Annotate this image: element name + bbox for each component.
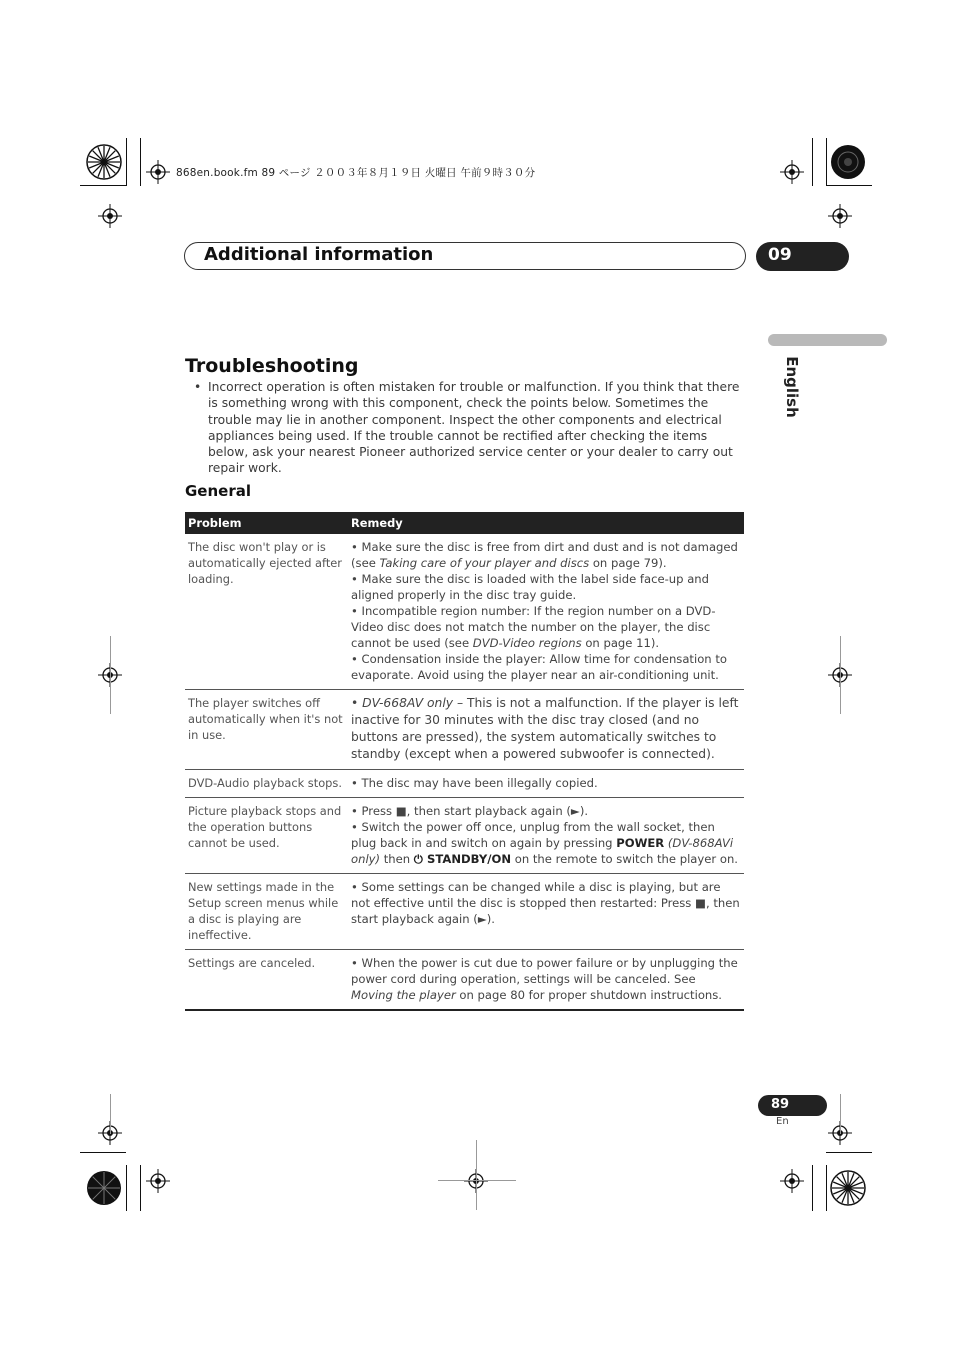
remedy-line: • The disc may have been illegally copied. xyxy=(351,776,598,790)
troubleshooting-table xyxy=(185,512,744,1011)
remedy-text: • Make sure the disc is free from dirt and dust and is not damaged (see xyxy=(351,540,738,570)
remedy-text: on the remote to switch the player on. xyxy=(511,852,738,866)
remedy-text: on page 79). xyxy=(589,556,667,570)
remedy-line: • Make sure the disc is loaded with the label side face-up and aligned properly in the disc tray guide. xyxy=(351,572,710,602)
crop-line xyxy=(438,1180,516,1181)
remedy-cell xyxy=(348,770,744,798)
crosshair-mark-icon xyxy=(146,160,170,184)
section-title: Troubleshooting xyxy=(185,355,359,377)
column-header-remedy: Remedy xyxy=(348,512,744,534)
remedy-line xyxy=(351,539,741,571)
problem-cell: New settings made in the Setup screen menus while a disc is playing are ineffective. xyxy=(185,874,348,950)
crosshair-mark-icon xyxy=(98,204,122,228)
crosshair-mark-icon xyxy=(780,160,804,184)
problem-cell: Picture playback stops and the operation buttons cannot be used. xyxy=(185,798,348,874)
problem-cell: DVD-Audio playback stops. xyxy=(185,770,348,798)
chapter-number: 09 xyxy=(768,245,792,265)
registration-wheel-icon xyxy=(828,142,868,182)
remedy-text: – This is not a malfunction. If the player is left inactive for 30 minutes with the disc tray closed (and no buttons are pressed), the system automatically switches to standby (except when a powered subwoofer is connected). xyxy=(351,696,739,761)
intro-paragraph xyxy=(194,379,746,477)
remedy-line xyxy=(351,819,741,867)
table-row xyxy=(185,534,744,690)
remedy-line: • Some settings can be changed while a disc is playing, but are not effective until the disc is stopped then restarted: Press ■, then start playback again (►). xyxy=(351,880,740,926)
cross-reference: Taking care of your player and discs xyxy=(379,556,590,570)
crop-line xyxy=(812,138,813,186)
table-row xyxy=(185,798,744,874)
table-row xyxy=(185,770,744,798)
registration-wheel-icon xyxy=(828,1168,868,1208)
table-header-row xyxy=(185,512,744,534)
table-row xyxy=(185,950,744,1011)
crop-line xyxy=(826,185,872,186)
model-note: (DV-868AVi only) xyxy=(351,836,734,866)
crop-line xyxy=(840,636,841,714)
registration-wheel-icon xyxy=(84,1168,124,1208)
crop-line xyxy=(80,1152,126,1153)
page-number: 89 xyxy=(771,1097,790,1112)
remedy-text: on page 11). xyxy=(581,636,660,650)
cross-reference: DVD-Video regions xyxy=(472,636,582,650)
crop-line xyxy=(110,636,111,714)
remedy-line xyxy=(351,955,741,1003)
remedy-cell xyxy=(348,950,744,1011)
remedy-cell xyxy=(348,690,744,770)
crosshair-mark-icon xyxy=(780,1169,804,1193)
cross-reference: Moving the player xyxy=(351,988,456,1002)
remedy-text: • When the power is cut due to power failure or by unplugging the power cord during operation, settings will be canceled. See xyxy=(351,956,738,986)
crop-line xyxy=(826,1152,872,1153)
table-row xyxy=(185,690,744,770)
remedy-cell xyxy=(348,534,744,690)
column-header-problem: Problem xyxy=(185,512,348,534)
standby-on-key-label: ⏻ STANDBY/ON xyxy=(413,852,512,866)
crop-line xyxy=(110,1094,111,1134)
remedy-line xyxy=(351,603,741,651)
language-label: English xyxy=(783,356,801,418)
crop-line xyxy=(140,138,141,186)
crosshair-mark-icon xyxy=(828,204,852,228)
remedy-line: • Condensation inside the player: Allow time for condensation to evaporate. Avoid using the player near an air-conditioning unit. xyxy=(351,652,727,682)
remedy-cell xyxy=(348,874,744,950)
registration-wheel-icon xyxy=(84,142,124,182)
bullet-icon: • xyxy=(194,380,202,394)
crosshair-mark-icon xyxy=(146,1169,170,1193)
model-note: DV-668AV only xyxy=(362,696,454,710)
remedy-line xyxy=(351,695,741,763)
chapter-title: Additional information xyxy=(204,244,434,265)
table-row xyxy=(185,874,744,950)
remedy-text: • Incompatible region number: If the region number on a DVD-Video disc does not match the number on the player, the disc cannot be used (see xyxy=(351,604,716,650)
problem-cell: Settings are canceled. xyxy=(185,950,348,1011)
power-key-label: POWER xyxy=(616,836,665,850)
crop-line xyxy=(826,1165,827,1211)
crop-line xyxy=(840,1094,841,1134)
crop-line xyxy=(126,138,127,186)
crop-line xyxy=(126,1165,127,1211)
subsection-title: General xyxy=(185,482,251,500)
print-file-info: 868en.book.fm 89 ページ ２００３年８月１９日 火曜日 午前９時３０分 xyxy=(176,167,536,179)
crop-line xyxy=(80,185,126,186)
remedy-line: • Press ■, then start playback again (►). xyxy=(351,804,589,818)
language-tab-bar xyxy=(768,334,887,346)
problem-cell: The player switches off automatically when it's not in use. xyxy=(185,690,348,770)
remedy-cell xyxy=(348,798,744,874)
crop-line xyxy=(140,1165,141,1211)
remedy-text: • Switch the power off once, unplug from the wall socket, then plug back in and switch on again by pressing xyxy=(351,820,715,850)
crop-line xyxy=(812,1165,813,1211)
crop-line xyxy=(476,1140,477,1210)
page-number-badge xyxy=(758,1095,827,1116)
remedy-text: then xyxy=(380,852,414,866)
remedy-text: on page 80 for proper shutdown instructions. xyxy=(455,988,722,1002)
crop-line xyxy=(826,138,827,186)
intro-text: Incorrect operation is often mistaken for trouble or malfunction. If you think that there is something wrong with this component, check the points below. Sometimes the trouble may lie in another component. Inspect the other components and electrical appliances being used. If the trouble cannot be rectified after checking the items below, ask your nearest Pioneer authorized service center or your dealer to carry out repair work. xyxy=(208,380,740,476)
remedy-text: • xyxy=(351,696,363,710)
page-language-code: En xyxy=(776,1116,789,1127)
problem-cell: The disc won't play or is automatically ejected after loading. xyxy=(185,534,348,690)
